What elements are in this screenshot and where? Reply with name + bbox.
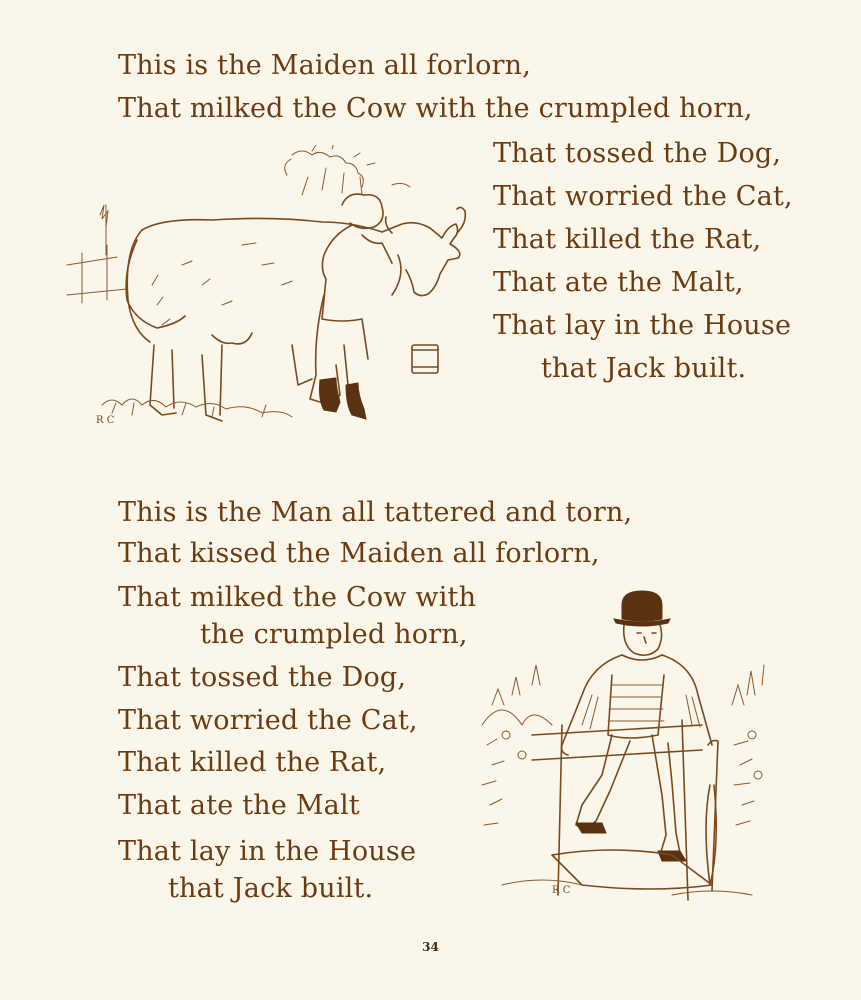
svg-text:R C: R C [552,885,571,896]
verse1-line-4: That worried the Cat, [493,181,793,212]
verse1-line-8: that Jack built. [541,353,747,384]
verse2-line-4: the crumpled horn, [200,619,468,650]
verse1-line-2: That milked the Cow with the crumpled horn, [118,93,753,124]
verse2-line-9: That lay in the House [118,836,417,867]
verse1-line-6: That ate the Malt, [493,267,744,298]
maiden-milking-cow-illustration [62,145,482,455]
page-number: 34 [422,940,439,954]
verse1-line-7: That lay in the House [493,310,792,341]
verse2-line-8: That ate the Malt [118,790,360,821]
tattered-man-on-stile-illustration [472,585,782,915]
verse2-line-5: That tossed the Dog, [118,662,407,693]
verse2-line-10: that Jack built. [168,873,374,904]
verse2-line-1: This is the Man all tattered and torn, [118,497,633,528]
verse2-line-7: That killed the Rat, [118,747,387,778]
svg-text:R C: R C [96,415,115,426]
verse1-line-5: That killed the Rat, [493,224,762,255]
verse2-line-3: That milked the Cow with [118,582,477,613]
verse1-line-1: This is the Maiden all forlorn, [118,50,532,81]
verse2-line-6: That worried the Cat, [118,705,418,736]
verse1-line-3: That tossed the Dog, [493,138,782,169]
verse2-line-2: That kissed the Maiden all forlorn, [118,538,600,569]
